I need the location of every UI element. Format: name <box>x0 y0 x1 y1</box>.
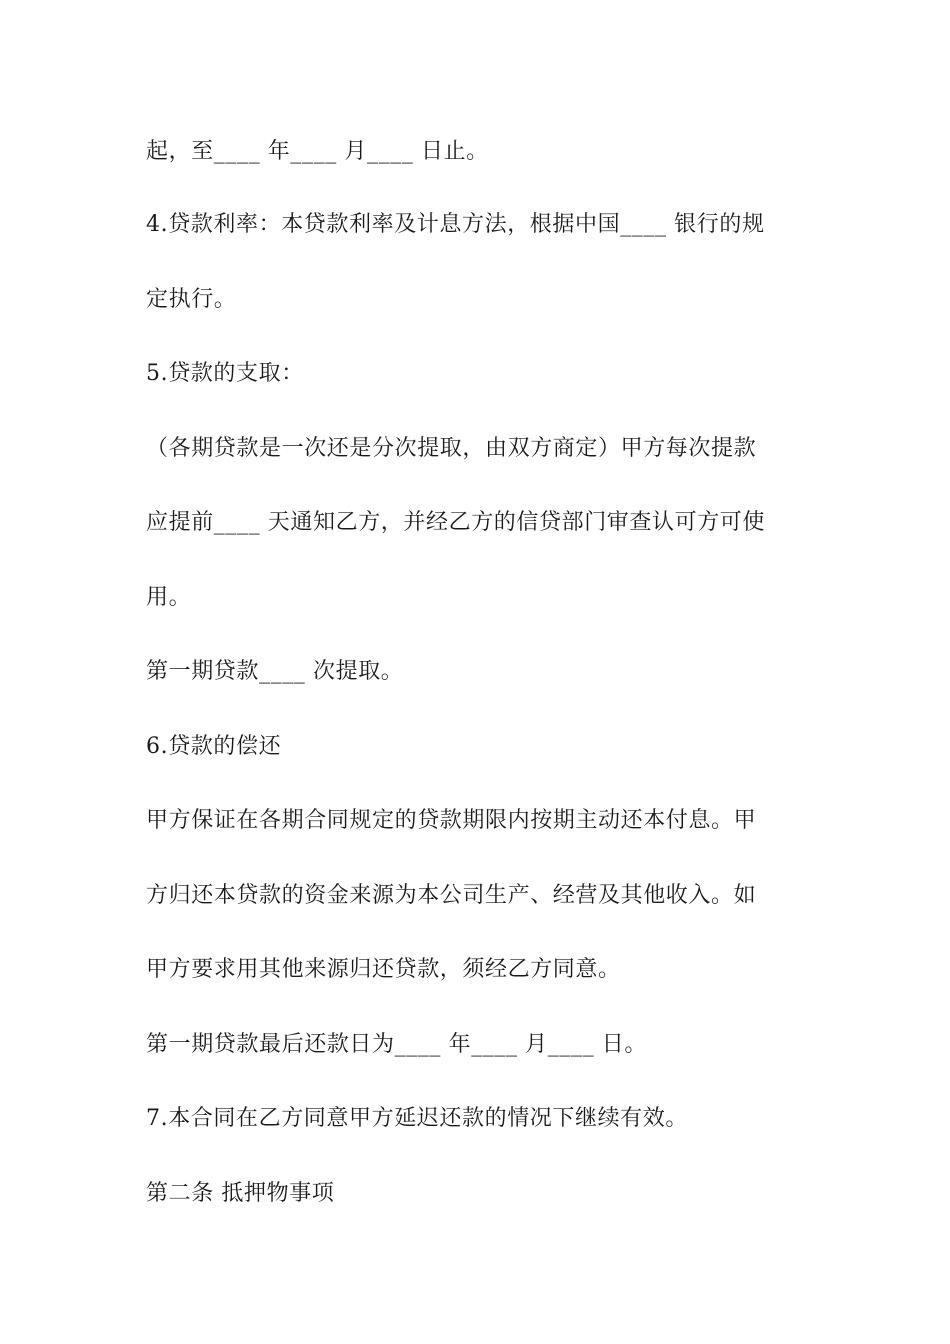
paragraph-line: 应提前____ 天通知乙方，并经乙方的信贷部门审查认可方可使 <box>146 510 765 535</box>
paragraph-line: 定执行。 <box>146 287 237 312</box>
paragraph-line: 7.本合同在乙方同意甲方延迟还款的情况下继续有效。 <box>146 1106 688 1131</box>
paragraph-line: 甲方要求用其他来源归还贷款，须经乙方同意。 <box>146 957 621 982</box>
paragraph-line: （各期贷款是一次还是分次提取，由双方商定）甲方每次提款 <box>146 436 757 461</box>
paragraph-line: 甲方保证在各期合同规定的贷款期限内按期主动还本付息。甲 <box>146 808 757 833</box>
paragraph-line: 用。 <box>146 585 192 610</box>
paragraph-line: 起，至____ 年____ 月____ 日止。 <box>146 139 489 164</box>
section-heading: 6.贷款的偿还 <box>146 734 282 759</box>
article-heading: 第二条 抵押物事项 <box>146 1181 335 1206</box>
paragraph-line: 方归还本贷款的资金来源为本公司生产、经营及其他收入。如 <box>146 883 757 908</box>
section-heading: 5.贷款的支取： <box>146 361 304 386</box>
paragraph-line: 4.贷款利率：本贷款利率及计息方法，根据中国____ 银行的规 <box>146 212 765 237</box>
paragraph-line: 第一期贷款最后还款日为____ 年____ 月____ 日。 <box>146 1032 647 1057</box>
paragraph-line: 第一期贷款____ 次提取。 <box>146 659 404 684</box>
